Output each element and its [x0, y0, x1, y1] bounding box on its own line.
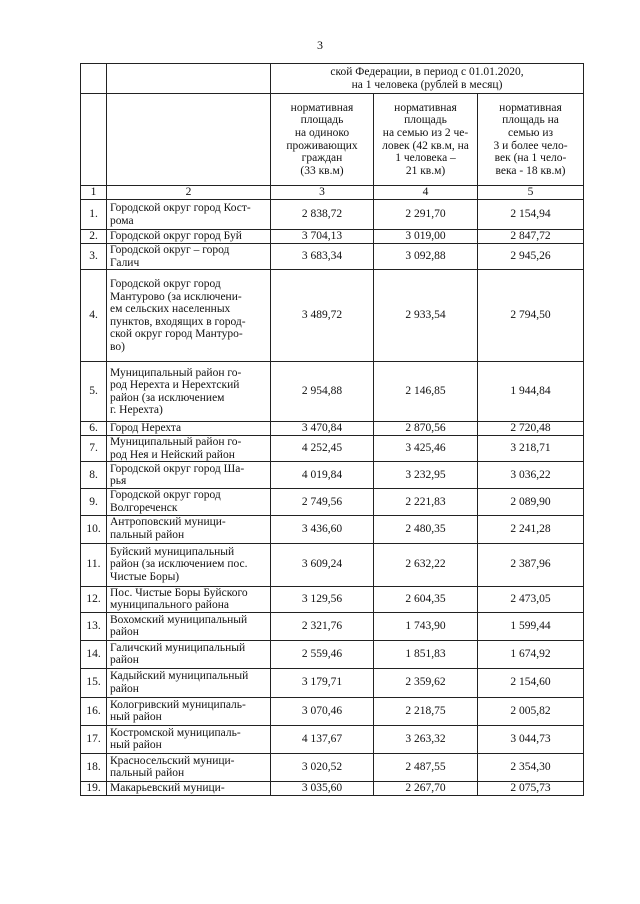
table-row — [81, 422, 584, 436]
header-empty-cell — [81, 94, 107, 186]
municipality-name-line: ный район — [110, 739, 162, 752]
municipality-name-line: район (за исключением — [110, 391, 225, 404]
amount-v3: 3 070,46 — [271, 697, 374, 725]
municipality-name-line: Волгореченск — [110, 501, 178, 514]
municipality-name-line: пальный район — [110, 767, 185, 780]
table-row — [81, 489, 584, 515]
header-line: площадь на — [502, 114, 559, 127]
municipality-name-line: Мантурово (за исключени- — [110, 290, 242, 303]
amount-v3: 3 609,24 — [271, 543, 374, 586]
row-number: 13. — [81, 612, 107, 640]
amount-v5: 2 945,26 — [478, 244, 584, 270]
table-row — [81, 230, 584, 244]
municipality-name — [107, 230, 271, 244]
header-line: нормативная — [499, 101, 562, 114]
municipality-name-line: Город Нерехта — [110, 422, 182, 435]
table-row — [81, 612, 584, 640]
municipality-name-line: район — [110, 626, 139, 639]
header-line: 1 человека – — [395, 152, 456, 165]
row-number: 19. — [81, 781, 107, 795]
municipality-name — [107, 270, 271, 362]
header-line: проживающих — [286, 139, 358, 152]
page-number: 3 — [317, 38, 323, 52]
amount-v3: 3 436,60 — [271, 515, 374, 543]
municipality-name — [107, 668, 271, 697]
municipality-name — [107, 640, 271, 668]
row-number: 10. — [81, 515, 107, 543]
municipality-name-line: Галичский муниципальный — [110, 641, 246, 654]
amount-v5: 2 473,05 — [478, 586, 584, 612]
row-number: 9. — [81, 489, 107, 515]
amount-v4: 3 232,95 — [374, 462, 478, 489]
amount-v4: 2 480,35 — [374, 515, 478, 543]
amount-v4: 3 019,00 — [374, 230, 478, 244]
header-line: ловек (42 кв.м, на — [382, 139, 469, 152]
amount-v4: 3 092,88 — [374, 244, 478, 270]
amount-v3: 2 559,46 — [271, 640, 374, 668]
amount-v5: 2 387,96 — [478, 543, 584, 586]
amount-v5: 1 674,92 — [478, 640, 584, 668]
municipality-name-line: район — [110, 682, 139, 695]
row-number: 15. — [81, 668, 107, 697]
municipality-name-line: Городской округ – город — [110, 244, 230, 256]
table-row — [81, 725, 584, 753]
amount-v5: 2 089,90 — [478, 489, 584, 515]
row-number: 14. — [81, 640, 107, 668]
amount-v3: 3 179,71 — [271, 668, 374, 697]
amount-v4: 3 425,46 — [374, 436, 478, 462]
municipality-name-line: район (за исключением пос. — [110, 558, 248, 571]
header-line: площадь — [404, 114, 447, 127]
amount-v3: 2 954,88 — [271, 362, 374, 422]
header-line: на одиноко — [294, 126, 350, 139]
municipality-name — [107, 725, 271, 753]
amount-v3: 3 020,52 — [271, 753, 374, 781]
amount-v5: 1 944,84 — [478, 362, 584, 422]
amount-v5: 2 794,50 — [478, 270, 584, 362]
municipality-name — [107, 489, 271, 515]
municipality-name — [107, 697, 271, 725]
amount-v4: 2 218,75 — [374, 697, 478, 725]
row-number: 7. — [81, 436, 107, 462]
municipality-name-line: муниципального района — [110, 599, 229, 612]
municipality-name-line: район — [110, 654, 139, 667]
header-line: 21 кв.м) — [405, 164, 446, 177]
municipality-name-line: Городской округ город Буй — [110, 230, 242, 243]
municipality-name-line: Городской округ город Ша- — [110, 462, 245, 475]
amount-v3: 3 470,84 — [271, 422, 374, 436]
municipality-name-line: Антроповский муници- — [110, 516, 226, 529]
table-row — [81, 668, 584, 697]
header-line: семью из — [507, 126, 554, 139]
municipality-name — [107, 422, 271, 436]
municipality-name-line: Городской округ город Кост- — [110, 201, 251, 214]
header-line: 3 и более чело- — [493, 139, 568, 152]
municipality-name-line: род Нея и Нейский район — [110, 448, 235, 461]
header-title-line: ской Федерации, в период с 01.01.2020, — [330, 65, 524, 78]
column-number: 3 — [271, 186, 374, 200]
amount-v5: 2 847,72 — [478, 230, 584, 244]
table-row — [81, 781, 584, 795]
header-line: граждан — [301, 152, 343, 165]
amount-v5: 3 218,71 — [478, 436, 584, 462]
amount-v3: 4 019,84 — [271, 462, 374, 489]
municipality-name-line: Городской округ город — [110, 489, 221, 502]
row-number: 18. — [81, 753, 107, 781]
municipality-name-line: Галич — [110, 256, 140, 269]
amount-v4: 2 870,56 — [374, 422, 478, 436]
header-line: (33 кв.м) — [300, 164, 344, 177]
municipality-name-line: Кологривский муниципаль- — [110, 698, 246, 711]
table-row — [81, 586, 584, 612]
municipality-name — [107, 244, 271, 270]
table-row — [81, 244, 584, 270]
amount-v5: 2 154,94 — [478, 200, 584, 230]
municipality-name-line: Макарьевский муници- — [110, 781, 225, 794]
column-number: 5 — [478, 186, 584, 200]
amount-v4: 1 851,83 — [374, 640, 478, 668]
municipality-name-line: рома — [110, 214, 134, 227]
municipality-name — [107, 436, 271, 462]
header-title — [271, 64, 584, 94]
municipality-name — [107, 462, 271, 489]
row-number: 5. — [81, 362, 107, 422]
header-line: нормативная — [290, 101, 354, 114]
header-line: на семью из 2 че- — [382, 126, 469, 139]
row-number: 6. — [81, 422, 107, 436]
table-row — [81, 543, 584, 586]
column-number: 2 — [107, 186, 271, 200]
municipality-name-line: Муниципальный район го- — [110, 436, 242, 449]
municipality-name-line: род Нерехта и Нерехтский — [110, 379, 240, 392]
municipality-name-line: Кадыйский муниципальный — [110, 670, 249, 683]
amount-v3: 4 137,67 — [271, 725, 374, 753]
header-line: площадь — [300, 114, 344, 127]
row-number: 2. — [81, 230, 107, 244]
amount-v5: 2 241,28 — [478, 515, 584, 543]
amount-v4: 2 221,83 — [374, 489, 478, 515]
amount-v4: 2 487,55 — [374, 753, 478, 781]
row-number: 17. — [81, 725, 107, 753]
header-empty-cell — [107, 94, 271, 186]
row-number: 8. — [81, 462, 107, 489]
municipality-name — [107, 586, 271, 612]
municipality-name-line: Пос. Чистые Боры Буйского — [110, 586, 248, 599]
header-line: века - 18 кв.м) — [495, 164, 566, 177]
col5-header — [478, 94, 584, 186]
amount-v3: 2 749,56 — [271, 489, 374, 515]
amount-v5: 3 044,73 — [478, 725, 584, 753]
row-number: 11. — [81, 543, 107, 586]
amount-v4: 2 604,35 — [374, 586, 478, 612]
column-numbers-row — [81, 186, 584, 200]
amount-v4: 1 743,90 — [374, 612, 478, 640]
table-row — [81, 515, 584, 543]
column-number: 4 — [374, 186, 478, 200]
header-line: нормативная — [394, 101, 457, 114]
header-columns-row — [81, 94, 584, 186]
table-row — [81, 753, 584, 781]
header-line: век (на 1 чело- — [494, 152, 567, 165]
municipality-name-line: Вохомский муниципальный — [110, 613, 248, 626]
amount-v5: 1 599,44 — [478, 612, 584, 640]
municipality-name-line: Костромской муниципаль- — [110, 726, 241, 739]
row-number: 3. — [81, 244, 107, 270]
amount-v3: 2 321,76 — [271, 612, 374, 640]
table-row — [81, 697, 584, 725]
municipality-name — [107, 781, 271, 795]
municipality-name-line: ем сельских населенных — [110, 303, 231, 316]
municipality-name — [107, 753, 271, 781]
amount-v3: 3 129,56 — [271, 586, 374, 612]
amount-v4: 2 632,22 — [374, 543, 478, 586]
header-empty-cell — [107, 64, 271, 94]
amount-v3: 4 252,45 — [271, 436, 374, 462]
header-empty-cell — [81, 64, 107, 94]
row-number: 12. — [81, 586, 107, 612]
amount-v5: 2 354,30 — [478, 753, 584, 781]
municipality-name-line: ный район — [110, 711, 162, 724]
col4-header — [374, 94, 478, 186]
table-row — [81, 270, 584, 362]
amount-v3: 3 704,13 — [271, 230, 374, 244]
municipality-name-line: пунктов, входящих в город- — [110, 315, 246, 328]
municipality-name — [107, 200, 271, 230]
header-title-line: на 1 человека (рублей в месяц) — [351, 78, 503, 91]
amount-v3: 2 838,72 — [271, 200, 374, 230]
municipality-name-line: Муниципальный район го- — [110, 366, 242, 379]
tariff-table — [80, 63, 584, 796]
amount-v5: 2 005,82 — [478, 697, 584, 725]
amount-v4: 3 263,32 — [374, 725, 478, 753]
amount-v4: 2 146,85 — [374, 362, 478, 422]
amount-v3: 3 035,60 — [271, 781, 374, 795]
amount-v4: 2 267,70 — [374, 781, 478, 795]
table-row — [81, 362, 584, 422]
municipality-name — [107, 612, 271, 640]
amount-v4: 2 291,70 — [374, 200, 478, 230]
municipality-name-line: Красносельский муници- — [110, 754, 235, 767]
row-number: 1. — [81, 200, 107, 230]
amount-v5: 3 036,22 — [478, 462, 584, 489]
row-number: 16. — [81, 697, 107, 725]
municipality-name-line: ской округ город Мантуро- — [110, 328, 243, 341]
municipality-name-line: Буйский муниципальный — [110, 545, 235, 558]
amount-v3: 3 683,34 — [271, 244, 374, 270]
municipality-name-line: во) — [110, 340, 125, 353]
column-number: 1 — [81, 186, 107, 200]
table-row — [81, 200, 584, 230]
amount-v5: 2 154,60 — [478, 668, 584, 697]
amount-v4: 2 359,62 — [374, 668, 478, 697]
municipality-name-line: г. Нерехта) — [110, 404, 163, 417]
municipality-name — [107, 362, 271, 422]
municipality-name — [107, 515, 271, 543]
table-row — [81, 436, 584, 462]
amount-v5: 2 720,48 — [478, 422, 584, 436]
table-row — [81, 640, 584, 668]
header-title-row — [81, 64, 584, 94]
municipality-name — [107, 543, 271, 586]
row-number: 4. — [81, 270, 107, 362]
amount-v3: 3 489,72 — [271, 270, 374, 362]
municipality-name-line: Чистые Боры) — [110, 570, 180, 583]
amount-v5: 2 075,73 — [478, 781, 584, 795]
municipality-name-line: пальный район — [110, 529, 185, 542]
amount-v4: 2 933,54 — [374, 270, 478, 362]
table-row — [81, 462, 584, 489]
col3-header — [271, 94, 374, 186]
municipality-name-line: рья — [110, 475, 127, 488]
municipality-name-line: Городской округ город — [110, 277, 221, 290]
